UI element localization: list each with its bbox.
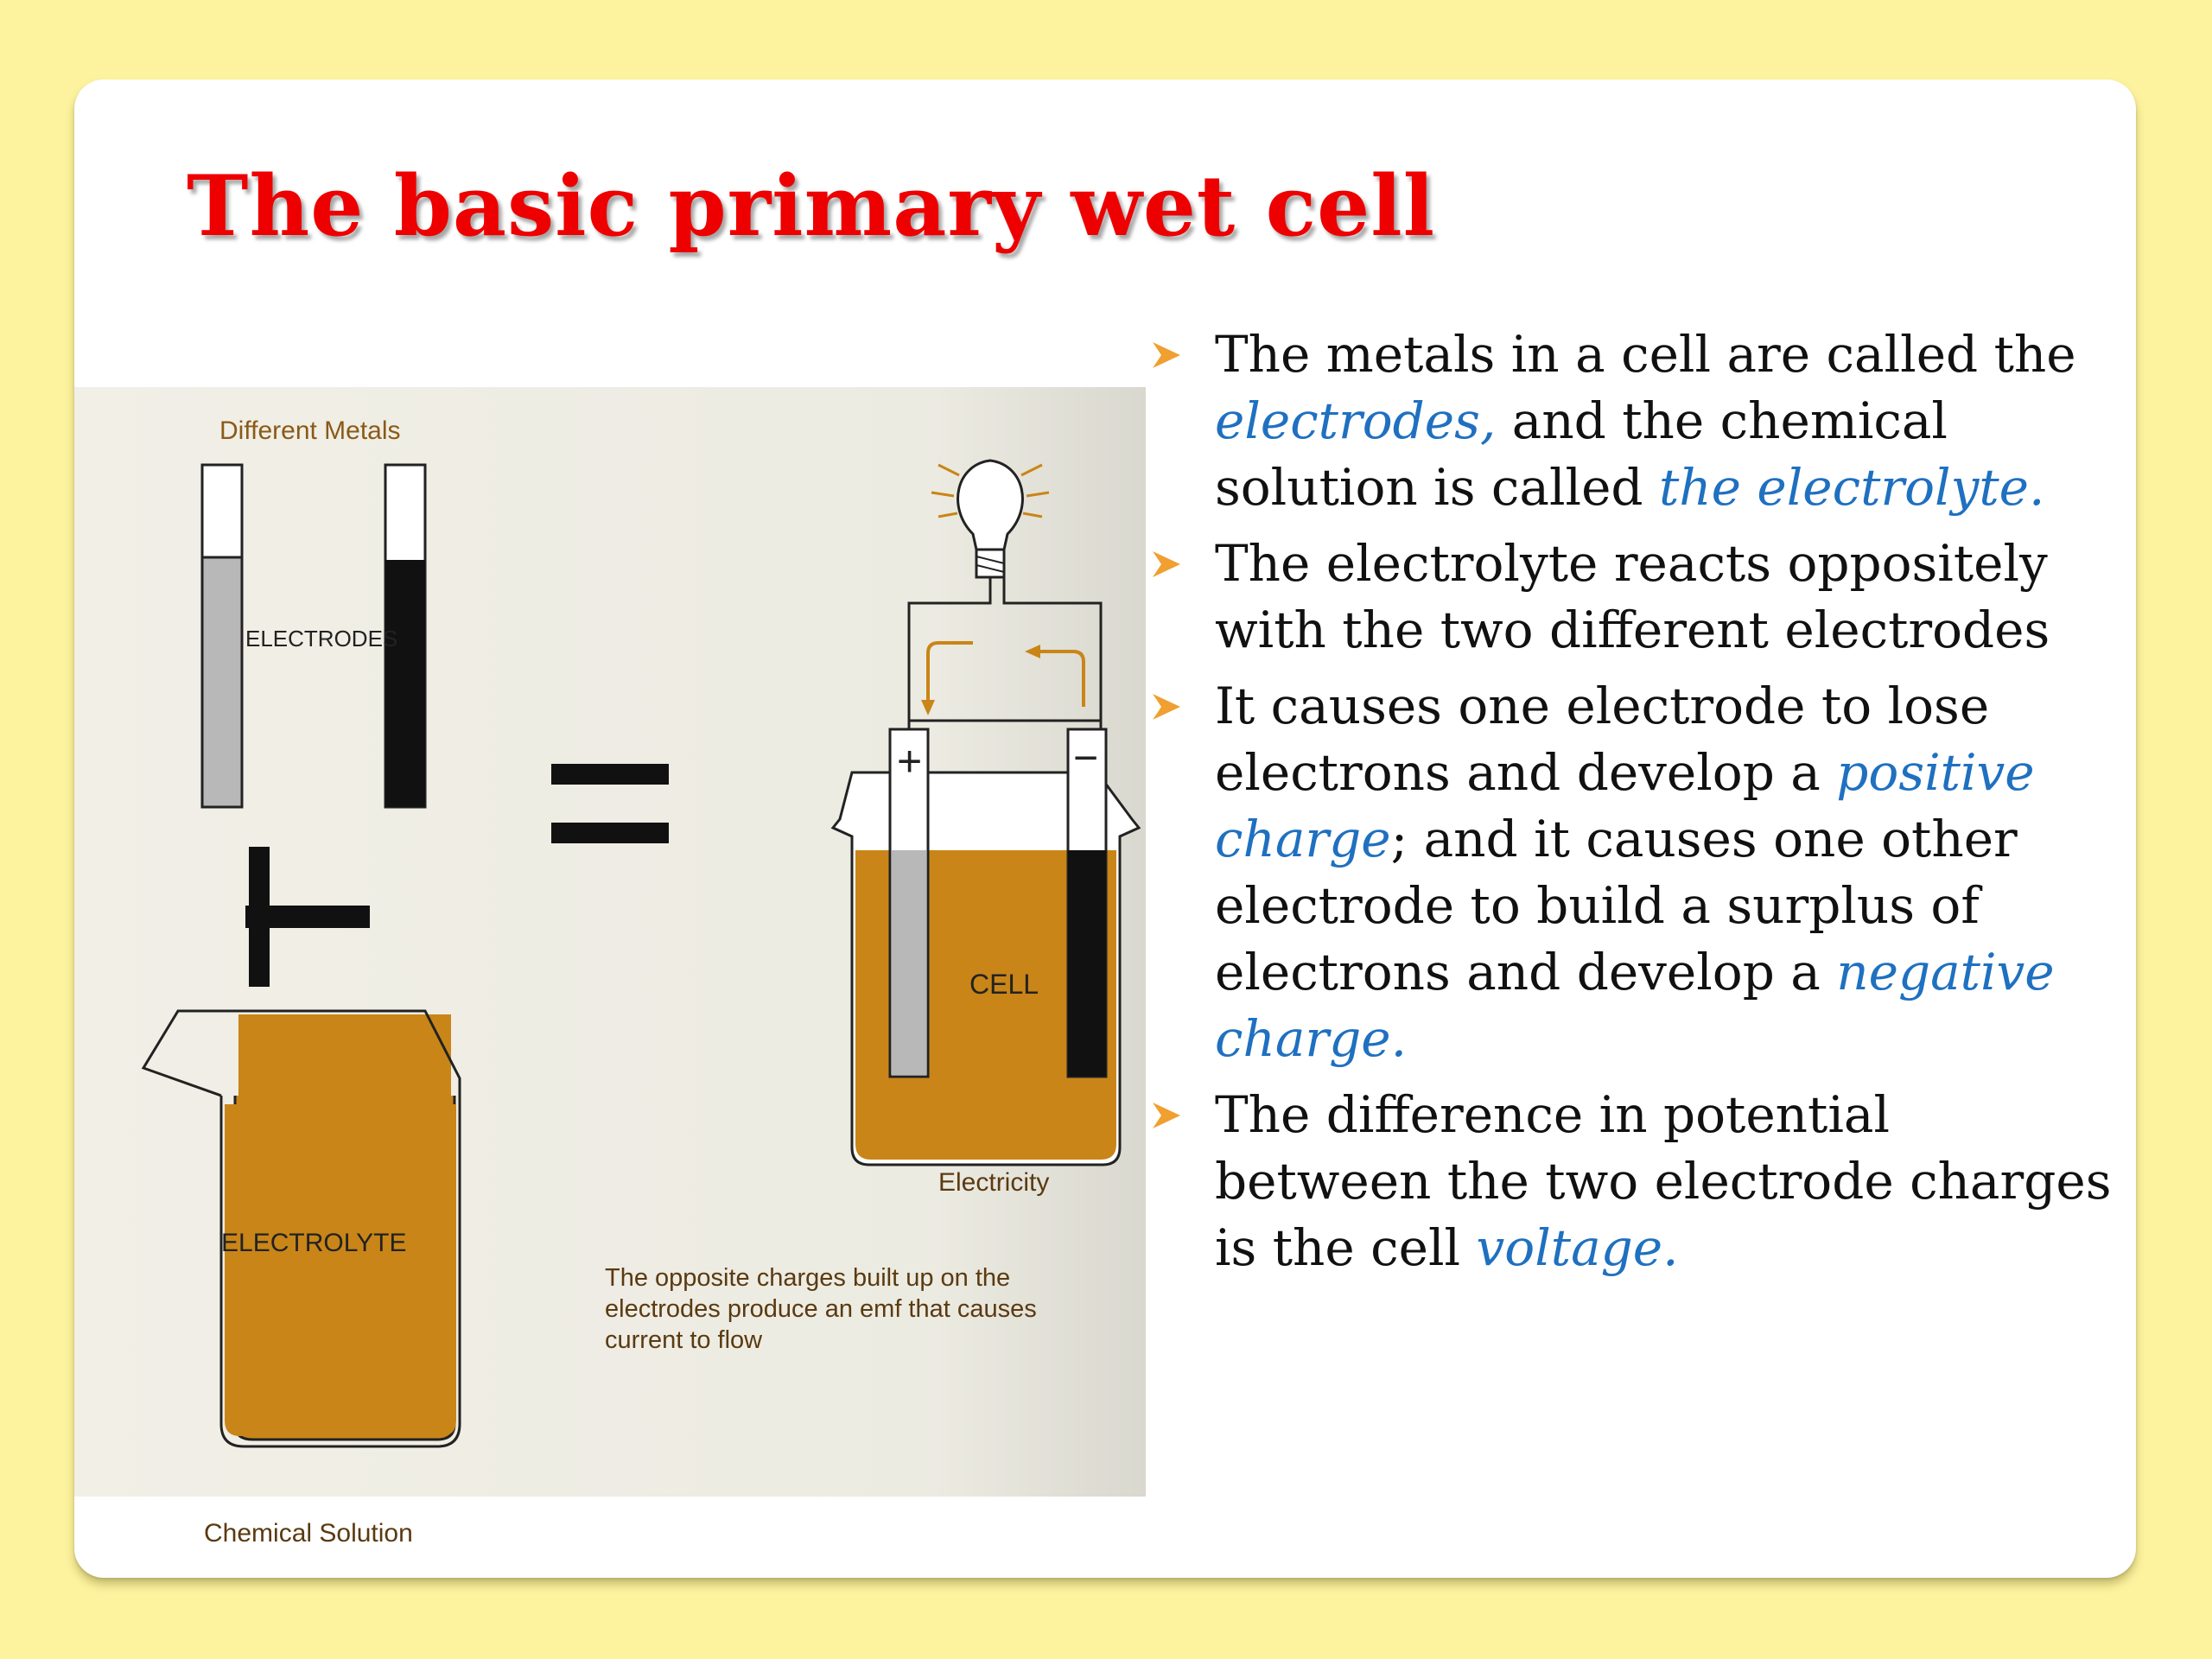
- wet-cell-figure: [74, 387, 1146, 1548]
- bullet-1-segment-1: The metals in a cell are called the: [1215, 325, 2076, 384]
- bullet-item: [1146, 673, 2113, 1072]
- bullet-text: [1215, 325, 2076, 517]
- bullet-list: [1146, 321, 2113, 1291]
- bullet-3-term-positive-charge: positive charge: [1215, 743, 2035, 868]
- slide-canvas: [74, 79, 2136, 1578]
- label-different-metals: Different Metals: [219, 416, 401, 445]
- label-electrodes: ELECTRODES: [245, 626, 398, 652]
- bullet-1-segment-3: and the chemical solution is called: [1215, 391, 1948, 517]
- wet-cell-diagram: [74, 387, 1146, 1548]
- bullet-1-term-electrodes: electrodes,: [1215, 391, 1497, 450]
- bullet-item: [1146, 321, 2113, 521]
- label-negative-terminal: −: [1073, 734, 1099, 782]
- bullet-3-segment-1: It causes one electrode to lose electrons and develop a: [1215, 677, 1990, 802]
- bullet-text: [1215, 1085, 2111, 1277]
- bullet-3-term-negative-charge: negative charge.: [1215, 943, 2055, 1068]
- electrode-gray: [202, 465, 242, 807]
- caption-line-1: The opposite charges built up on the: [605, 1264, 1011, 1292]
- label-electricity: Electricity: [938, 1168, 1050, 1197]
- caption-line-2: electrodes produce an emf that causes: [605, 1295, 1037, 1323]
- bullet-4-term-voltage: voltage.: [1476, 1218, 1679, 1277]
- slide-title: The basic primary wet cell: [187, 157, 1436, 255]
- label-cell: CELL: [969, 969, 1039, 1000]
- bullet-text: [1215, 534, 2050, 659]
- bullet-2-segment-1: The electrolyte reacts oppositely with the two different electrodes: [1215, 534, 2050, 659]
- bullet-1-term-electrolyte: the electrolyte.: [1658, 458, 2045, 517]
- bullet-item: [1146, 531, 2113, 664]
- label-positive-terminal: +: [897, 737, 923, 785]
- bullet-3-segment-3: ; and it causes one other electrode to build a surplus of electrons and develop a: [1215, 810, 2018, 1001]
- arrow-bullet-icon: [1151, 692, 1182, 721]
- label-electrolyte: ELECTROLYTE: [221, 1229, 407, 1257]
- arrow-bullet-icon: [1151, 1101, 1182, 1130]
- caption-line-3: current to flow: [605, 1326, 763, 1354]
- label-chemical-solution: Chemical Solution: [204, 1519, 413, 1548]
- bullet-item: [1146, 1082, 2113, 1281]
- arrow-bullet-icon: [1151, 340, 1182, 370]
- arrow-bullet-icon: [1151, 550, 1182, 579]
- bullet-text: [1215, 677, 2055, 1068]
- bullet-4-segment-1: The difference in potential between the two electrode charges is the cell: [1215, 1085, 2112, 1277]
